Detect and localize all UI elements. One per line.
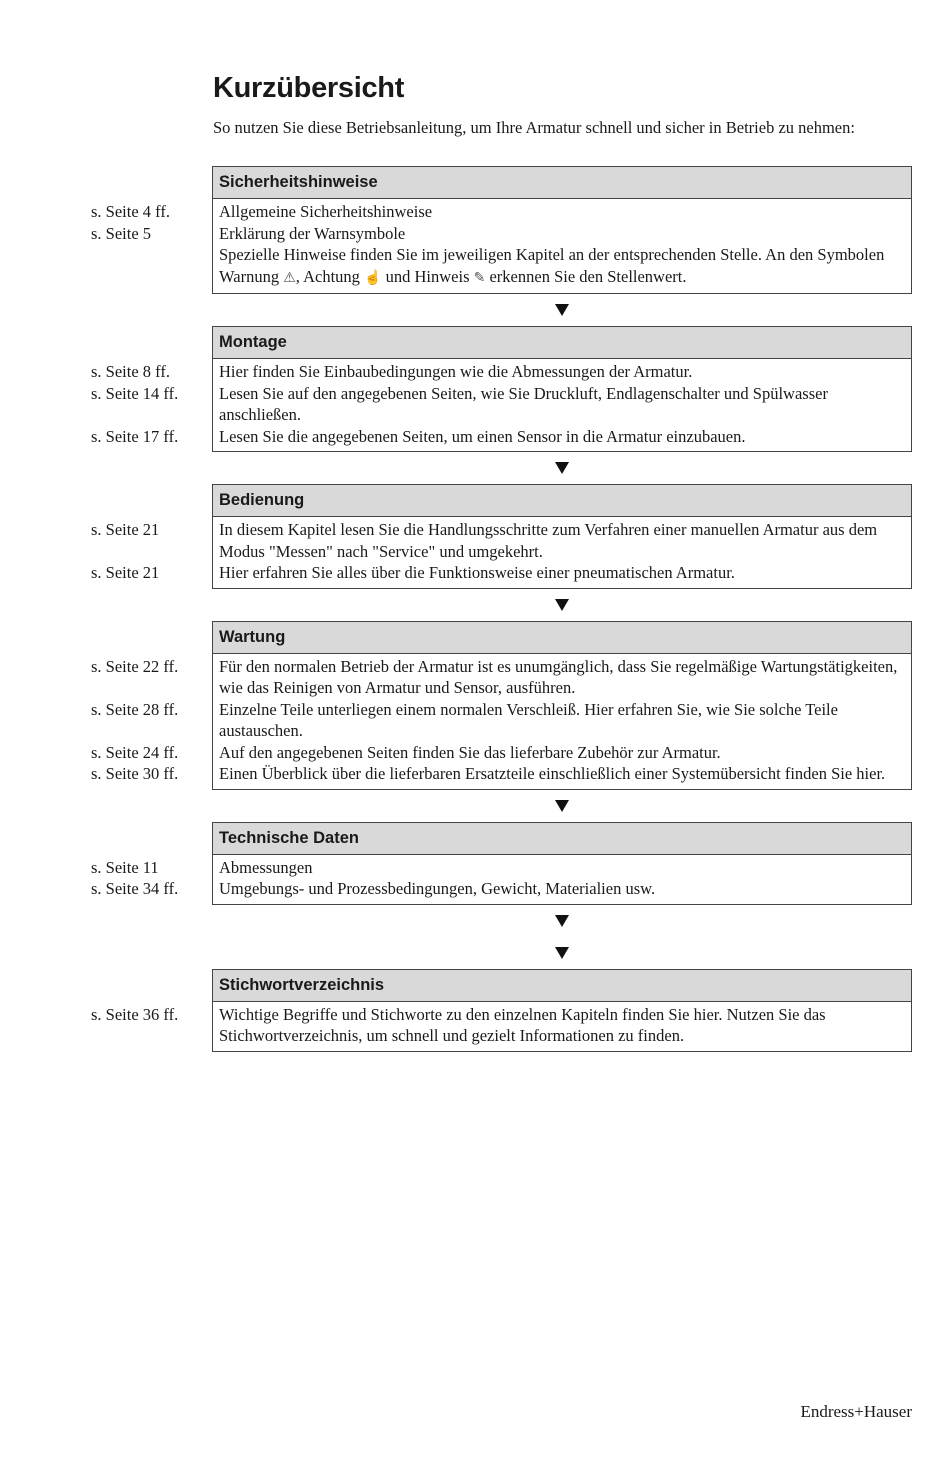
page-reference: s. Seite 34 ff. <box>91 879 179 898</box>
section-row <box>219 244 905 289</box>
footer-brand: Endress+Hauser <box>800 1402 912 1421</box>
section-row <box>91 656 905 699</box>
note-pencil-icon: ✎ <box>473 270 486 286</box>
section-technical-data <box>0 822 950 969</box>
section-row <box>91 223 905 245</box>
page-reference: s. Seite 24 ff. <box>91 742 179 762</box>
down-arrow-icon <box>212 905 912 937</box>
row-text-part: und Hinweis <box>381 266 474 286</box>
warning-icon: ⚠ <box>283 270 296 286</box>
section-maintenance <box>0 621 950 822</box>
section-box <box>91 326 912 452</box>
intro-text: So nutzen Sie diese Betriebsanleitung, um Ihre Armatur schnell und sicher in Betrieb zu nehmen: <box>213 118 855 137</box>
page-reference: s. Seite 28 ff. <box>91 699 179 719</box>
down-arrow-icon <box>212 452 912 484</box>
section-row <box>91 519 905 562</box>
page-reference: s. Seite 5 <box>91 223 152 243</box>
page-reference: s. Seite 14 ff. <box>91 383 179 403</box>
section-box <box>91 621 912 790</box>
section-installation <box>0 326 950 484</box>
row-text: Abmessungen <box>219 857 313 877</box>
section-row <box>91 742 905 764</box>
section-row <box>91 699 905 742</box>
section-row <box>91 1004 905 1047</box>
page-reference: s. Seite 8 ff. <box>91 362 170 381</box>
down-arrow-icon <box>212 790 912 822</box>
row-text: Einzelne Teile unterliegen einem normalen Verschleiß. Hier erfahren Sie, wie Sie solche Teile austauschen. <box>219 699 838 740</box>
page-title: Kurzübersicht <box>213 72 405 104</box>
row-text-part: Spezielle Hinweise finden Sie im jeweiligen Kapitel an der entsprechenden Stelle. An den Symbolen Warnung <box>219 245 885 286</box>
page-reference: s. Seite 21 <box>91 520 160 539</box>
row-text: Einen Überblick über die lieferbaren Ersatzteile einschließlich einer Systemübersicht finden Sie hier. <box>219 764 886 783</box>
row-text: Für den normalen Betrieb der Armatur ist es unumgänglich, dass Sie regelmäßige Wartungstätigkeiten, wie das Reinigen von Armatur und Sensor, ausführen. <box>219 656 898 697</box>
section-body <box>91 517 911 588</box>
section-index <box>0 969 950 1052</box>
section-header: Technische Daten <box>213 823 911 855</box>
row-text: Umgebungs- und Prozessbedingungen, Gewicht, Materialien usw. <box>219 879 656 898</box>
row-text: Lesen Sie die angegebenen Seiten, um einen Sensor in die Armatur einzubauen. <box>219 426 746 446</box>
row-text: Hier finden Sie Einbaubedingungen wie die Abmessungen der Armatur. <box>219 362 693 381</box>
section-header: Bedienung <box>213 485 911 517</box>
overview-flow <box>0 166 950 1052</box>
row-text: Wichtige Begriffe und Stichworte zu den einzelnen Kapiteln finden Sie hier. Nutzen Sie das Stichwortverzeichnis, um schnell und gezielt Informationen zu finden. <box>219 1004 826 1045</box>
row-text: In diesem Kapitel lesen Sie die Handlungsschritte zum Verfahren einer manuellen Armatur aus dem Modus "Messen" nach "Service" und umgekehrt. <box>219 520 878 561</box>
row-text: Hier erfahren Sie alles über die Funktionsweise einer pneumatischen Armatur. <box>219 563 735 582</box>
page-reference: s. Seite 11 <box>91 857 159 877</box>
page-reference: s. Seite 21 <box>91 563 160 582</box>
section-header: Wartung <box>213 622 911 654</box>
page-reference: s. Seite 30 ff. <box>91 764 179 783</box>
section-body <box>91 1002 911 1051</box>
section-row <box>91 857 905 879</box>
section-row <box>91 562 905 584</box>
section-box <box>91 969 912 1052</box>
section-body <box>91 199 911 293</box>
section-header: Sicherheitshinweise <box>213 167 911 199</box>
section-box <box>91 166 912 294</box>
section-row <box>91 361 905 383</box>
section-row <box>91 426 905 448</box>
caution-hand-icon: ☝ <box>364 270 382 286</box>
section-operation <box>0 484 950 621</box>
section-header: Stichwortverzeichnis <box>213 970 911 1002</box>
row-text-part: erkennen Sie den Stellenwert. <box>485 266 687 286</box>
row-text: Allgemeine Sicherheitshinweise <box>219 202 433 221</box>
down-arrow-icon <box>212 294 912 326</box>
section-body <box>91 654 911 789</box>
section-safety <box>0 166 950 326</box>
page-reference: s. Seite 36 ff. <box>91 1004 179 1024</box>
row-text: Erklärung der Warnsymbole <box>219 223 406 243</box>
row-text: Lesen Sie auf den angegebenen Seiten, wie Sie Druckluft, Endlagenschalter und Spülwasser anschließen. <box>219 383 828 424</box>
page-reference: s. Seite 4 ff. <box>91 202 170 221</box>
page-reference: s. Seite 17 ff. <box>91 426 179 446</box>
section-header: Montage <box>213 327 911 359</box>
page-reference: s. Seite 22 ff. <box>91 656 179 676</box>
section-row <box>91 878 905 900</box>
section-box <box>91 484 912 589</box>
section-row <box>91 763 905 785</box>
down-arrow-icon <box>212 937 912 969</box>
section-body <box>91 855 911 904</box>
row-text: Auf den angegebenen Seiten finden Sie das lieferbare Zubehör zur Armatur. <box>219 742 721 762</box>
section-row <box>91 201 905 223</box>
section-body <box>91 359 911 451</box>
down-arrow-icon <box>212 589 912 621</box>
section-box <box>91 822 912 905</box>
section-row <box>91 383 905 426</box>
row-text-part: , Achtung <box>295 266 365 286</box>
